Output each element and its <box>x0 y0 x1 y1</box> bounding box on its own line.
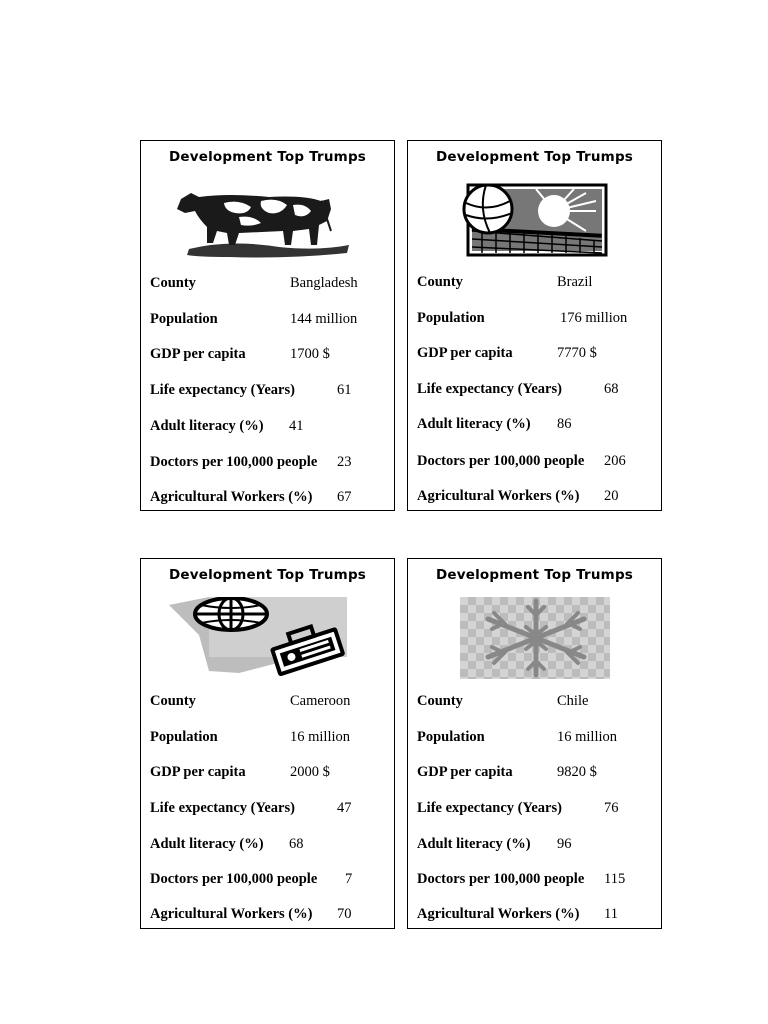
row-literacy: Adult literacy (%) 96 <box>417 836 572 852</box>
row-gdp: GDP per capita 1700 $ <box>150 346 330 362</box>
row-country: County Bangladesh <box>150 275 358 291</box>
row-agricultural: Agricultural Workers (%) 70 <box>150 906 352 922</box>
row-life-expectancy: Life expectancy (Years) 61 <box>150 382 352 398</box>
row-country: County Brazil <box>417 274 593 290</box>
card-brazil <box>407 140 662 511</box>
row-gdp: GDP per capita 2000 $ <box>150 764 330 780</box>
row-country: County Chile <box>417 693 589 709</box>
row-gdp: GDP per capita 7770 $ <box>417 345 597 361</box>
row-life-expectancy: Life expectancy (Years) 76 <box>417 800 619 816</box>
card-title: Development Top Trumps <box>168 149 367 165</box>
row-literacy: Adult literacy (%) 41 <box>150 418 304 434</box>
snowflake-icon <box>436 597 636 679</box>
row-doctors: Doctors per 100,000 people 206 <box>417 453 626 469</box>
card-bangladesh <box>140 140 395 511</box>
row-doctors: Doctors per 100,000 people 23 <box>150 454 352 470</box>
row-life-expectancy: Life expectancy (Years) 68 <box>417 381 619 397</box>
card-title: Development Top Trumps <box>435 149 634 165</box>
cow-icon <box>169 179 369 261</box>
row-literacy: Adult literacy (%) 86 <box>417 416 572 432</box>
volleyball-net-icon <box>436 179 636 261</box>
row-life-expectancy: Life expectancy (Years) 47 <box>150 800 352 816</box>
row-doctors: Doctors per 100,000 people 115 <box>417 871 626 887</box>
row-population: Population 176 million <box>417 310 628 326</box>
row-population: Population 16 million <box>150 729 351 745</box>
card-title: Development Top Trumps <box>435 567 634 583</box>
row-population: Population 144 million <box>150 311 358 327</box>
card-chile <box>407 558 662 929</box>
row-population: Population 16 million <box>417 729 618 745</box>
card-title: Development Top Trumps <box>168 567 367 583</box>
row-country: County Cameroon <box>150 693 351 709</box>
globe-suitcase-icon <box>169 597 369 679</box>
row-doctors: Doctors per 100,000 people 7 <box>150 871 353 887</box>
card-cameroon <box>140 558 395 929</box>
row-literacy: Adult literacy (%) 68 <box>150 836 304 852</box>
row-agricultural: Agricultural Workers (%) 11 <box>417 906 618 922</box>
row-gdp: GDP per capita 9820 $ <box>417 764 597 780</box>
row-agricultural: Agricultural Workers (%) 20 <box>417 488 619 504</box>
row-agricultural: Agricultural Workers (%) 67 <box>150 489 352 505</box>
